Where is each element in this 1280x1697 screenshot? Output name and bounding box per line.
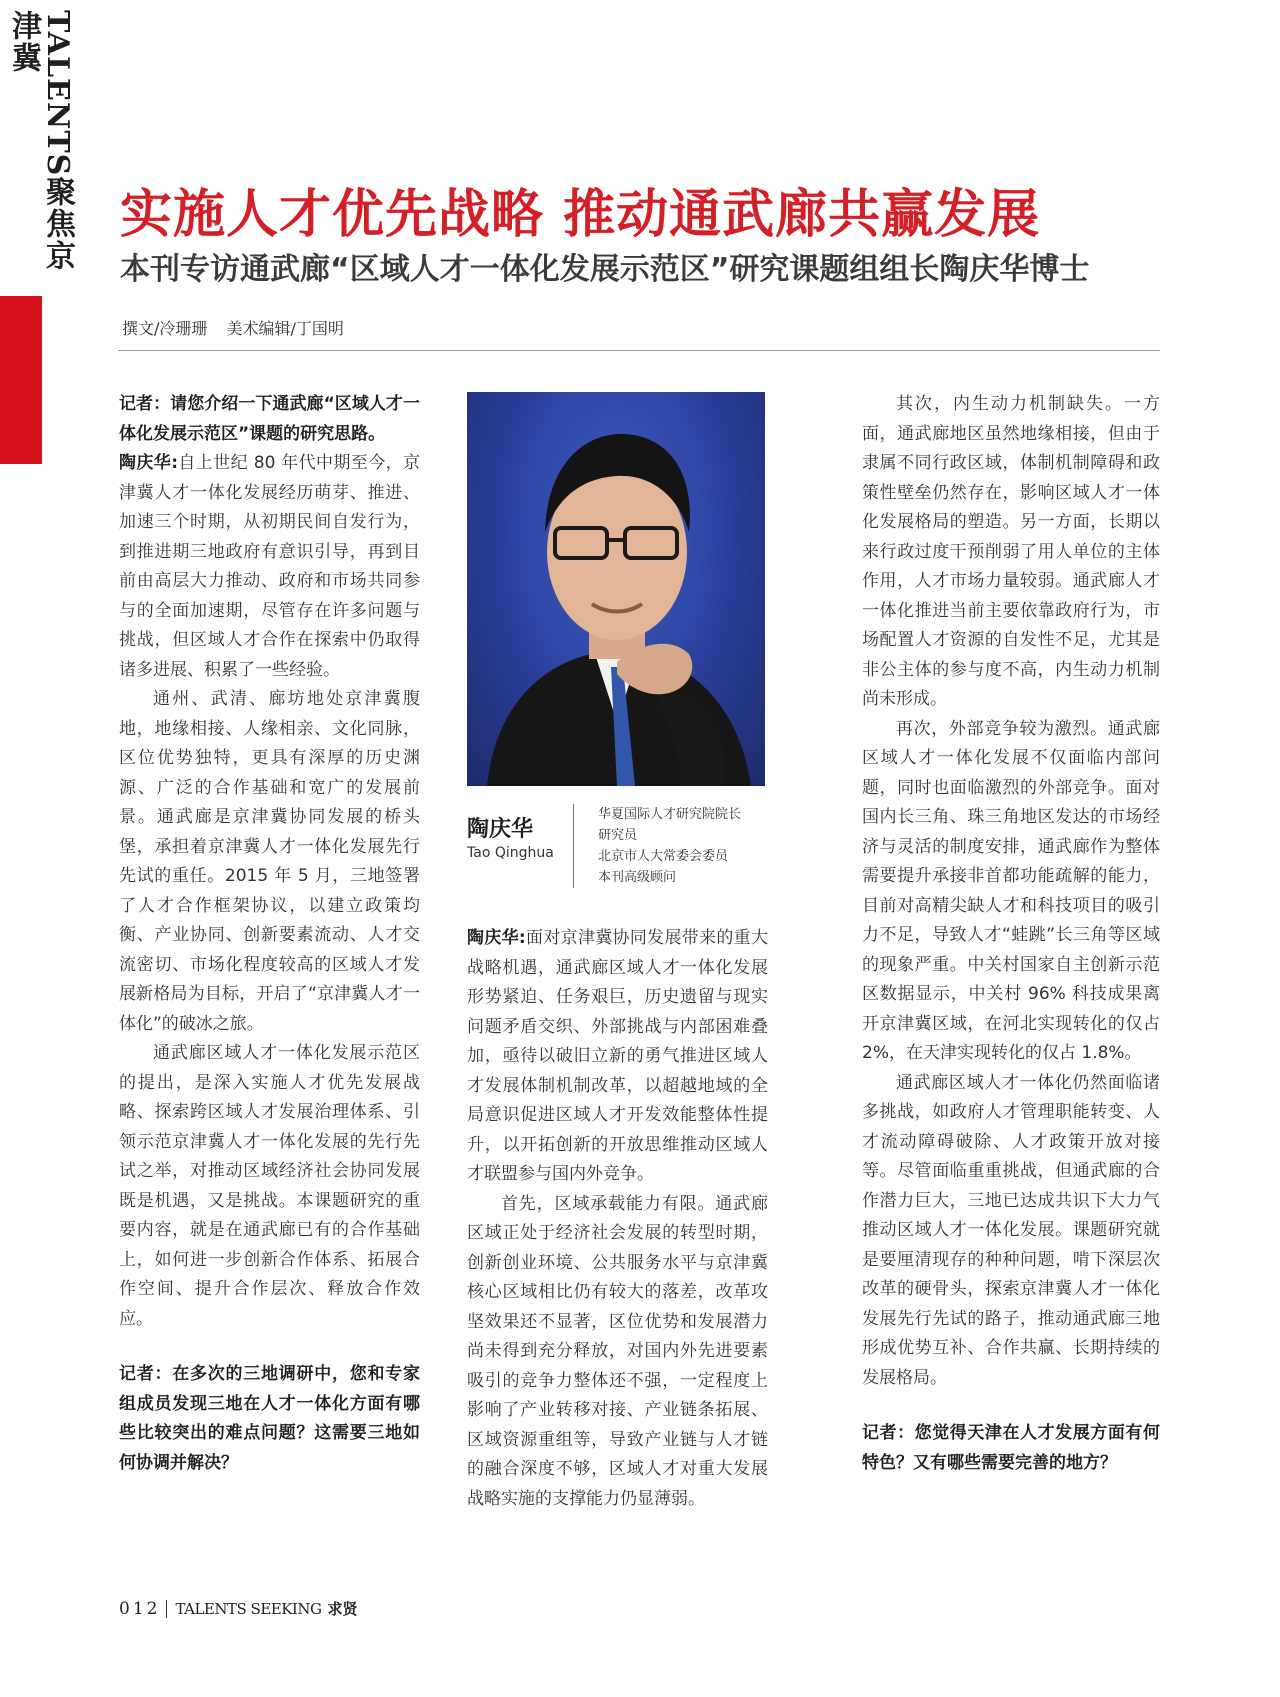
paragraph: 通武廊区域人才一体化发展示范区的提出，是深入实施人才优先发展战略、探索跨区域人才发展治理体系、引领示范京津冀人才一体化发展的先行先试之举，对推动区域经济社会协同发展既是机遇，又是挑战。本课题研究的重要内容，就是在通武廊已有的合作基础上，如何进一步创新合作体系、拓展合作空间、提升合作层次、释放合作效应。 xyxy=(119,1043,420,1329)
paragraph: 再次，外部竞争较为激烈。通武廊区域人才一体化发展不仅面临内部问题，同时也面临激烈的外部竞争。面对国内长三角、珠三角地区发达的市场经济与灵活的制度安排，通武廊作为整体需要提升承接非首都功能疏解的能力，目前对高精尖缺人才和科技项目的吸引力不足，导致人才“蛙跳”长三角等区域的现象严重。中关村国家自主创新示范区数据显示，中关村 96% 科技成果离开京津冀区域，在河北实现转化的仅占 2%，在天津实现转化的仅占 1.8%。 xyxy=(862,718,1160,1063)
answer-1 xyxy=(119,449,420,685)
caption-role: 北京市人大常委会委员 xyxy=(598,849,729,864)
question-1: 记者：请您介绍一下通武廊“区域人才一体化发展示范区”课题的研究思路。 xyxy=(119,394,420,444)
column-3 xyxy=(862,390,1160,1478)
column-2 xyxy=(467,924,768,1514)
caption-role: 华夏国际人才研究院院长 xyxy=(598,807,742,822)
paragraph: 通武廊区域人才一体化仍然面临诸多挑战，如政府人才管理职能转变、人才流动障碍破除、人才政策开放对接等。尽管面临重重挑战，但通武廊的合作潜力巨大，三地已达成共识下大力气推动区域人才一体化发展。课题研究就是要厘清现存的种种问题，啃下深层次改革的硬骨头，探索京津冀人才一体化发展先行先试的路子，推动通武廊三地形成优势互补、合作共赢、长期持续的发展格局。 xyxy=(862,1072,1160,1388)
section-label xyxy=(2,10,75,290)
paragraph: 其次，内生动力机制缺失。一方面，通武廊地区虽然地缘相接，但由于隶属不同行政区域，体制机制障碍和政策性壁垒仍然存在，影响区域人才一体化发展格局的塑造。另一方面，长期以来行政过度干预削弱了用人单位的主体作用，人才市场力量较弱。通武廊人才一体化推进当前主要依靠政府行为，市场配置人才资源的自发性不足，尤其是非公主体的参与度不高，内生动力机制尚未形成。 xyxy=(862,394,1160,709)
answer-2-text: 面对京津冀协同发展带来的重大战略机遇，通武廊区域人才一体化发展形势紧迫、任务艰巨，历史遗留与现实问题矛盾交织、外部挑战与内部困难叠加，亟待以破旧立新的勇气推进区域人才发展体制机制改革，以超越地域的全局意识促进区域人才开发效能整体性提升，以开拓创新的开放思维推动区域人才联盟参与国内外竞争。 xyxy=(467,928,768,1184)
caption-role: 本刊高级顾问 xyxy=(598,870,677,885)
section-color-bar xyxy=(0,296,42,464)
article-title: 实施人才优先战略 推动通武廊共赢发展 xyxy=(120,185,1041,245)
section-label-zh: 聚焦京津冀 xyxy=(6,10,75,273)
magazine-name-zh: 求贤 xyxy=(327,1600,358,1618)
paragraph: 通州、武清、廊坊地处京津冀腹地，地缘相接、人缘相亲、文化同脉，区位优势独特，更具有深厚的历史渊源、广泛的合作基础和宽广的发展前景。通武廊是京津冀协同发展的桥头堡，承担着京津冀人才一体化发展先行先试的重任。2015 年 5 月，三地签署了人才合作框架协议，以建立政策均衡、产业协同、创新要素流动、人才交流密切、市场化程度较高的区域人才发展新格局为目标，开启了“京津冀人才一体化”的破冰之旅。 xyxy=(119,689,420,1034)
caption-roles xyxy=(598,804,778,888)
credit-author: 撰文/冷珊珊 xyxy=(122,319,208,338)
answer-2 xyxy=(467,924,768,1190)
question-3: 记者：您觉得天津在人才发展方面有何特色？又有哪些需要完善的地方？ xyxy=(862,1423,1160,1473)
answer-speaker: 陶庆华: xyxy=(119,453,178,473)
page-number: 012 xyxy=(119,1599,161,1619)
caption-name-en: Tao Qinghua xyxy=(467,845,554,861)
credit-editor: 美术编辑/丁国明 xyxy=(226,319,344,338)
magazine-name: TALENTS SEEKING xyxy=(175,1600,322,1618)
caption-role: 研究员 xyxy=(598,828,638,843)
portrait-illustration xyxy=(467,392,765,786)
caption-name: 陶庆华 xyxy=(467,817,534,842)
header-rule xyxy=(118,350,1160,351)
answer-speaker: 陶庆华: xyxy=(467,928,526,948)
column-1 xyxy=(119,390,420,1478)
credits xyxy=(122,316,358,339)
page-footer xyxy=(119,1598,357,1619)
portrait-photo xyxy=(467,392,765,786)
paragraph: 首先，区域承载能力有限。通武廊区域正处于经济社会发展的转型时期，创新创业环境、公共服务水平与京津冀核心区域相比仍有较大的落差，改革攻坚效果还不显著，区位优势和发展潜力尚未得到充分释放，对国内外先进要素吸引的竞争力整体还不强，一定程度上影响了产业转移对接、产业链条拓展、区域资源重组等，导致产业链与人才链的融合深度不够，区域人才对重大发展战略实施的支撑能力仍显薄弱。 xyxy=(467,1193,768,1509)
footer-separator xyxy=(166,1600,167,1618)
question-2: 记者：在多次的三地调研中，您和专家组成员发现三地在人才一体化方面有哪些比较突出的难点问题？这需要三地如何协调并解决？ xyxy=(119,1364,420,1473)
section-label-en: TALENTS xyxy=(40,10,75,177)
answer-1-text: 自上世纪 80 年代中期至今，京津冀人才一体化发展经历萌芽、推进、加速三个时期，从初期民间自发行为，到推进期三地政府有意识引导，再到目前由高层大力推动、政府和市场共同参与的全面加速期，尽管存在许多问题与挑战，但区域人才合作在探索中仍取得诸多进展、积累了一些经验。 xyxy=(119,453,420,680)
caption-divider xyxy=(573,804,574,888)
article-subtitle: 本刊专访通武廊“区域人才一体化发展示范区”研究课题组组长陶庆华博士 xyxy=(120,252,1090,287)
